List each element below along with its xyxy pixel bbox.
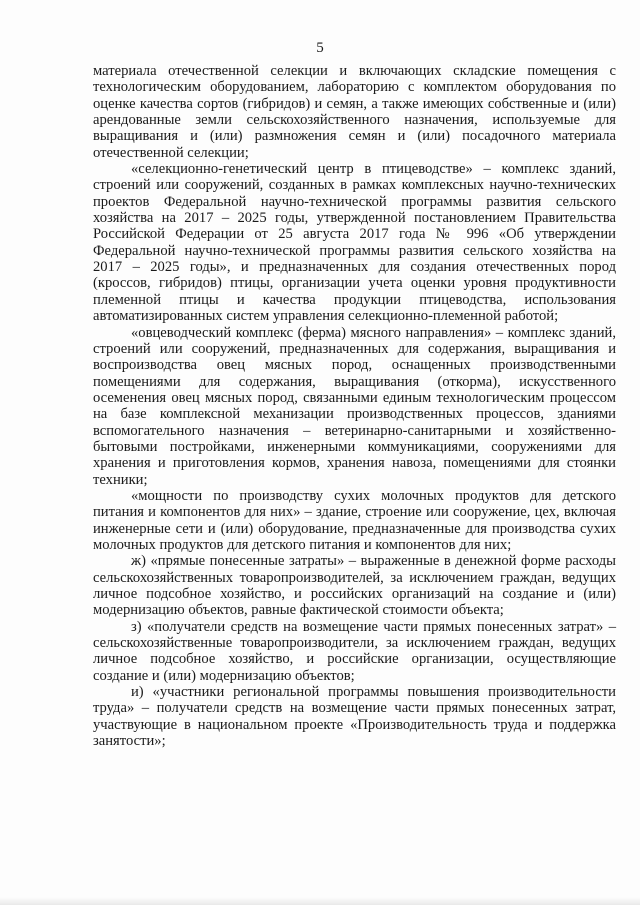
paragraph-item-z: з) «получатели средств на возмещение части прямых понесенных затрат» – сельскохозяйственные товаропроизводители, за исключением граждан, ведущих личное подсобное хозяйство, и российские организации, осуществляющие создание и (или) модернизацию объектов; [93,618,616,684]
scan-edge-shadow [0,897,640,905]
paragraph-breeding-center-poultry: «селекционно-генетический центр в птицеводстве» – комплекс зданий, строений или сооружений, созданных в рамках комплексных научно-технических проектов Федеральной научно-технической программы развития сельского хозяйства на 2017 – 2025 годы, утвержденной постановлением Правительства Российской Федерации от 25 августа 2017 года № 996 «Об утверждении Федеральной научно-технической программы развития сельского хозяйства на 2017 – 2025 годы», и предназначенных для создания отечественных пород (кроссов, гибридов) птицы, организации учета оценки уровня продуктивности племенной птицы и качества продукции птицеводства, использования автоматизированных систем управления селекционно-племенной работой; [93,161,616,325]
paragraph-item-i: и) «участники региональной программы повышения производительности труда» – получатели средств на возмещение части прямых понесенных затрат, участвующие в национальном проекте «Производительность труда и поддержка занятости»; [93,684,616,750]
paragraph-item-zh: ж) «прямые понесенные затраты» – выраженные в денежной форме расходы сельскохозяйственных товаропроизводителей, за исключением граждан, ведущих личное подсобное хозяйство, и российских организаций на создание и (или) модернизацию объектов, равные фактической стоимости объекта; [93,553,616,619]
page-number: 5 [316,40,324,56]
paragraph-sheep-complex: «овцеводческий комплекс (ферма) мясного направления» – комплекс зданий, строений или сооружений, предназначенных для содержания, выращивания и воспроизводства овец мясных пород, оснащенных производственными помещениями для содержания, выращивания (откорма), искусственного осеменения овец мясных пород, связанными единым технологическим процессом на базе комплексной механизации производственных процессов, зданиями вспомогательного назначения – ветеринарно-санитарными и хозяйственно-бытовыми постройками, инженерными коммуникациями, сооружениями для хранения и приготовления кормов, хранения навоза, помещениями для стоянки техники; [93,324,616,488]
paragraph-continuation: материала отечественной селекции и включающих складские помещения с технологическим оборудованием, лабораторию с комплектом оборудования по оценке качества сортов (гибридов) и семян, а также имеющих собственные и (или) арендованные земли сельскохозяйственного назначения, используемые для выращивания и (или) размножения семян и (или) посадочного материала отечественной селекции; [93,63,616,161]
document-body [93,63,616,749]
paragraph-dry-milk-capacity: «мощности по производству сухих молочных продуктов для детского питания и компонентов для них» – здание, строение или сооружение, цех, включая инженерные сети и (или) оборудование, предназначенные для производства сухих молочных продуктов для детского питания и компонентов для них; [93,487,616,553]
